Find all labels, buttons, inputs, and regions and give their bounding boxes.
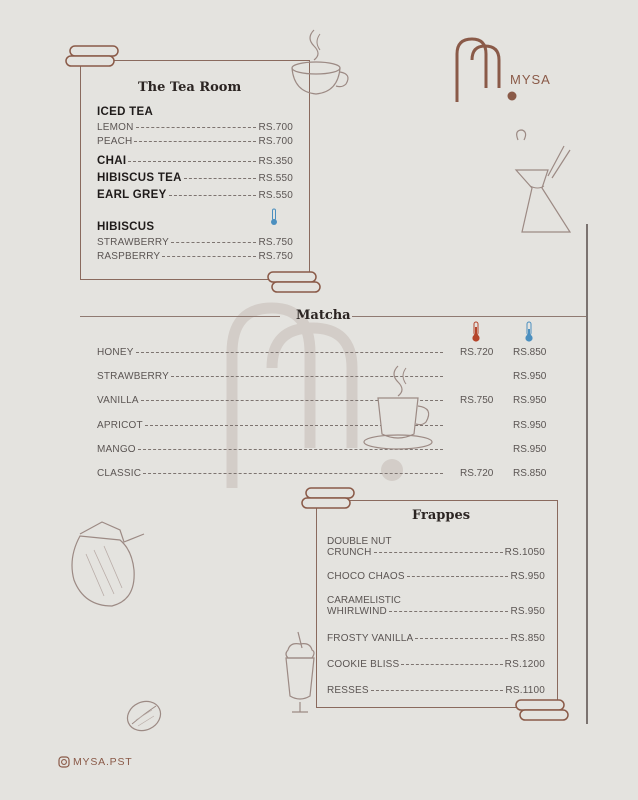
frappe-row: RESSES RS.1100 (327, 685, 545, 696)
paper-clip-icon (300, 486, 358, 512)
paper-clip-icon (266, 270, 324, 296)
menu-item: LEMON RS.700 (97, 122, 293, 133)
frappe-glass-icon (276, 628, 326, 716)
matcha-row: APRICOT (97, 420, 445, 431)
frappe-row: FROSTY VANILLA RS.850 (327, 633, 545, 644)
cold-price: RS.850 (513, 468, 547, 479)
frappe-name: CARAMELISTIC (327, 595, 401, 606)
matcha-title: Matcha (296, 308, 351, 323)
chemex-icon (508, 126, 580, 236)
menu-item: STRAWBERRY RS.750 (97, 237, 293, 248)
matcha-row: VANILLA (97, 395, 445, 406)
frappes-title: Frappes (412, 508, 471, 523)
matcha-row: HONEY (97, 347, 445, 358)
cold-thermometer-icon (270, 208, 278, 226)
menu-item: HIBISCUS TEA RS.550 (97, 172, 293, 184)
divider (352, 316, 586, 317)
menu-item: RASPBERRY RS.750 (97, 251, 293, 262)
brand-name: MYSA (510, 72, 551, 87)
social-handle[interactable]: MYSA.PST (73, 756, 133, 768)
cold-price: RS.950 (513, 395, 547, 406)
tea-room-title: The Tea Room (138, 80, 242, 95)
cold-price: RS.950 (513, 444, 547, 455)
hot-price: RS.750 (460, 395, 494, 406)
cold-price: RS.950 (513, 371, 547, 382)
matcha-row: CLASSIC (97, 468, 445, 479)
menu-item: EARL GREY RS.550 (97, 189, 293, 201)
frappe-name: DOUBLE NUT (327, 536, 392, 547)
iced-tea-heading: ICED TEA (97, 106, 154, 118)
mysa-logo-icon (454, 36, 522, 106)
paper-clip-icon (514, 698, 572, 724)
hot-thermometer-icon (471, 321, 481, 343)
hot-price: RS.720 (460, 468, 494, 479)
kettle-icon (64, 514, 154, 614)
cold-price: RS.850 (513, 347, 547, 358)
coffee-cup-icon (360, 362, 440, 458)
frappe-row: WHIRLWIND RS.950 (327, 606, 545, 617)
frappe-row: COOKIE BLISS RS.1200 (327, 659, 545, 670)
menu-item: PEACH RS.700 (97, 136, 293, 147)
matcha-row: STRAWBERRY (97, 371, 445, 382)
menu-item: CHAI RS.350 (97, 155, 293, 167)
cold-thermometer-icon (524, 321, 534, 343)
divider (586, 224, 588, 724)
coffee-bean-icon (122, 696, 166, 736)
hibiscus-heading: HIBISCUS (97, 221, 155, 233)
paper-clip-icon (64, 44, 122, 70)
frappe-row: CHOCO CHAOS RS.950 (327, 571, 545, 582)
matcha-row: MANGO (97, 444, 445, 455)
cold-price: RS.950 (513, 420, 547, 431)
coffee-cup-icon (284, 26, 354, 102)
frappe-row: CRUNCH RS.1050 (327, 547, 545, 558)
hot-price: RS.720 (460, 347, 494, 358)
instagram-icon[interactable] (58, 756, 70, 768)
divider (80, 316, 280, 317)
